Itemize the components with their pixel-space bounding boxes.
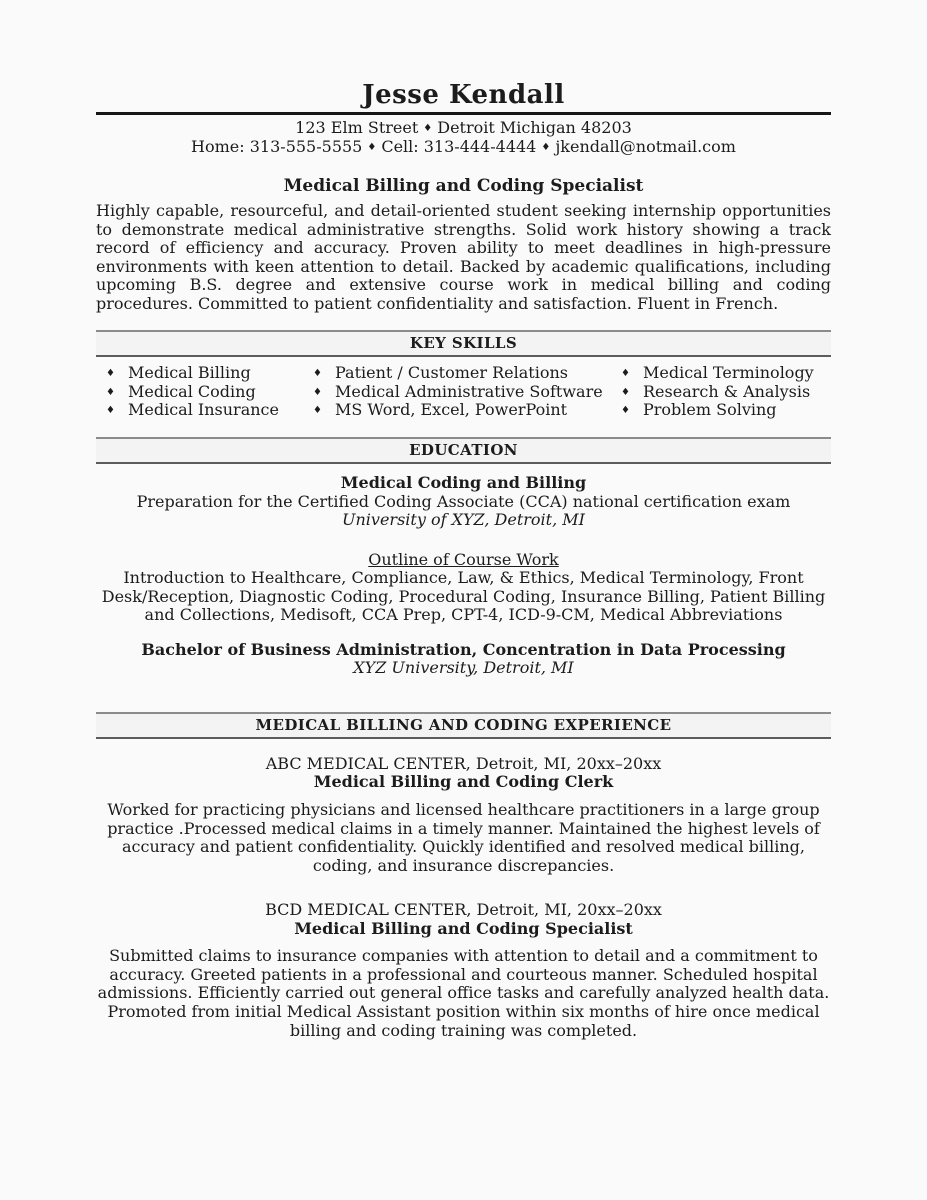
- key-skills-grid: [96, 364, 831, 420]
- contact-line: [96, 138, 831, 157]
- diamond-separator-icon: ♦: [423, 123, 433, 134]
- job-title: Medical Billing and Coding Specialist: [294, 918, 633, 938]
- resume-title: Medical Billing and Coding Specialist: [283, 176, 644, 197]
- resume-header: [96, 82, 831, 156]
- job-company-line: BCD MEDICAL CENTER, Detroit, MI, 20xx–20xx: [265, 900, 662, 920]
- skill-label: Medical Coding: [128, 381, 256, 401]
- job-company-line: ABC MEDICAL CENTER, Detroit, MI, 20xx–20xx: [265, 753, 662, 773]
- skill-label: Problem Solving: [643, 400, 777, 420]
- skill-item: [621, 401, 831, 420]
- skill-label: Research & Analysis: [643, 381, 811, 401]
- degree-title: Bachelor of Business Administration, Concentration in Data Processing: [141, 639, 786, 659]
- section-header-education: EDUCATION: [96, 437, 831, 464]
- skill-label: Medical Insurance: [128, 400, 279, 420]
- job-entry: [96, 901, 831, 1040]
- skill-label: Medical Administrative Software: [335, 381, 603, 401]
- job-entry: [96, 755, 831, 875]
- education-section: [96, 474, 831, 678]
- skill-label: MS Word, Excel, PowerPoint: [335, 400, 568, 420]
- skill-item: [106, 364, 313, 383]
- diamond-bullet-icon: ♦: [313, 386, 322, 398]
- skill-label: Medical Billing: [128, 363, 251, 383]
- coursework-heading: Outline of Course Work: [368, 549, 559, 569]
- candidate-name: Jesse Kendall: [362, 80, 565, 110]
- skill-item: [621, 364, 831, 383]
- diamond-separator-icon: ♦: [541, 141, 551, 153]
- header-rule: [96, 112, 831, 115]
- home-phone: Home: 313-555-5555: [191, 136, 363, 156]
- skill-label: Medical Terminology: [643, 363, 814, 383]
- section-header-experience: MEDICAL BILLING AND CODING EXPERIENCE: [96, 712, 831, 739]
- street-address: 123 Elm Street: [295, 118, 419, 137]
- section-header-key-skills: KEY SKILLS: [96, 330, 831, 357]
- email-address: jkendall@notmail.com: [555, 136, 736, 156]
- education-program-school: University of XYZ, Detroit, MI: [342, 510, 585, 530]
- summary-paragraph: Highly capable, resourceful, and detail-oriented student seeking internship opportunities to demonstrate medical administrative strengths. Solid work history showing a track record of efficiency and accuracy. Proven ability to meet deadlines in high-pressure environments with keen attention to detail. Backed by academic qualifications, including upcoming B.S. degree and extensive course work in medical billing and coding procedures. Committed to patient confidentiality and satisfaction. Fluent in French.: [96, 201, 831, 313]
- degree-school: XYZ University, Detroit, MI: [353, 658, 574, 678]
- diamond-bullet-icon: ♦: [621, 368, 630, 380]
- coursework-list: Introduction to Healthcare, Compliance, Law, & Ethics, Medical Terminology, Front Desk/Reception, Diagnostic Coding, Procedural Coding, Insurance Billing, Patient Billing and Collections, Medisoft, CCA Prep, CPT-4, ICD-9-CM, Medical Abbreviations: [101, 568, 826, 625]
- diamond-bullet-icon: ♦: [621, 405, 630, 417]
- skill-item: [313, 383, 621, 402]
- diamond-separator-icon: ♦: [367, 141, 377, 153]
- address-line: [96, 119, 831, 138]
- diamond-bullet-icon: ♦: [621, 386, 630, 398]
- job-description: Worked for practicing physicians and licensed healthcare practitioners in a large group practice .Processed medical claims in a timely manner. Maintained the highest levels of accuracy and patient confidentiality. Quickly identified and resolved medical billing, coding, and insurance discrepancies.: [107, 800, 820, 875]
- diamond-bullet-icon: ♦: [313, 405, 322, 417]
- diamond-bullet-icon: ♦: [106, 405, 115, 417]
- city-state-zip: Detroit Michigan 48203: [437, 118, 632, 137]
- diamond-bullet-icon: ♦: [106, 368, 115, 380]
- skill-item: [313, 401, 621, 420]
- job-description: Submitted claims to insurance companies with attention to detail and a commitment to accuracy. Greeted patients in a professional and courteous manner. Scheduled hospital admissions. Efficiently carried out general office tasks and carefully analyzed health data. Promoted from initial Medical Assistant position within six months of hire once medical billing and coding training was completed.: [97, 946, 830, 1040]
- diamond-bullet-icon: ♦: [106, 386, 115, 398]
- skill-item: [106, 383, 313, 402]
- cell-phone: Cell: 313-444-4444: [381, 136, 537, 156]
- job-title: Medical Billing and Coding Clerk: [313, 772, 614, 792]
- skill-item: [621, 383, 831, 402]
- diamond-bullet-icon: ♦: [313, 368, 322, 380]
- education-program-detail: Preparation for the Certified Coding Associate (CCA) national certification exam: [136, 491, 791, 511]
- skill-label: Patient / Customer Relations: [335, 363, 568, 383]
- education-program-title: Medical Coding and Billing: [340, 473, 587, 493]
- skill-item: [313, 364, 621, 383]
- skill-item: [106, 401, 313, 420]
